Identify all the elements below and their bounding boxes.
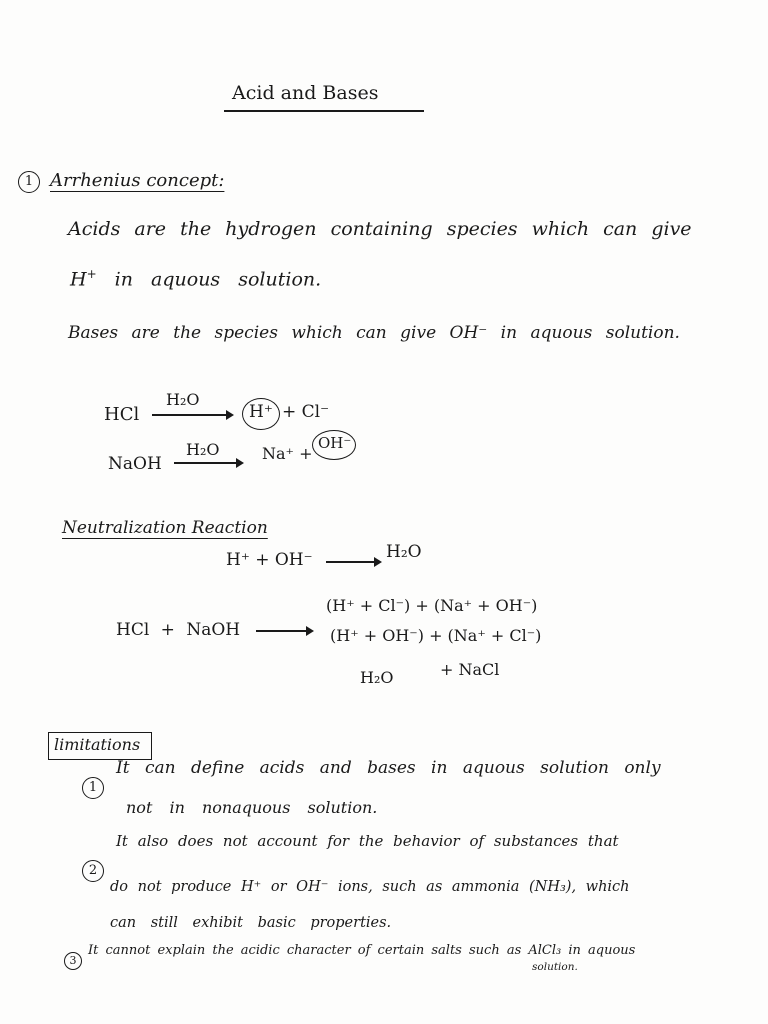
neutralization-eq1-left: H⁺ + OH⁻ bbox=[226, 550, 313, 570]
section-heading-arrhenius: Arrhenius concept: bbox=[50, 170, 225, 191]
section-number-1: 1 bbox=[18, 171, 40, 193]
bases-definition: Bases are the species which can give OH⁻ in aquous solution. bbox=[68, 323, 680, 343]
neutralization-eq2-arrow bbox=[256, 630, 312, 632]
reaction1-reactant: HCl bbox=[104, 404, 140, 425]
reaction2-product-ion: Na⁺ + bbox=[262, 444, 313, 463]
neutralization-eq1-arrow bbox=[326, 561, 380, 563]
limitation-2-line2: do not produce H⁺ or OH⁻ ions, such as ammonia (NH₃), which bbox=[110, 879, 630, 895]
acids-definition-line2 bbox=[70, 268, 321, 289]
acids-line2-text: in aquous solution. bbox=[96, 268, 322, 291]
limitation-1-line1: It can define acids and bases in aquous solution only bbox=[116, 758, 661, 778]
reaction2-product-oh: OH⁻ bbox=[318, 434, 352, 452]
page-title: Acid and Bases bbox=[232, 82, 379, 104]
limitation-number-2: 2 bbox=[82, 860, 104, 882]
reaction1-product-rest: + Cl⁻ bbox=[282, 402, 330, 422]
reaction1-arrow bbox=[152, 414, 232, 416]
neutralization-eq2-right1: (H⁺ + Cl⁻) + (Na⁺ + OH⁻) bbox=[326, 596, 538, 615]
limitation-3-line1: It cannot explain the acidic character of certain salts such as AlCl₃ in aquous bbox=[88, 943, 636, 958]
neutralization-heading: Neutralization Reaction bbox=[62, 518, 268, 538]
limitation-1-line2: not in nonaquous solution. bbox=[126, 798, 378, 817]
reaction2-arrow bbox=[174, 462, 242, 464]
h-ion-symbol: H bbox=[70, 268, 87, 291]
acids-definition-line1: Acids are the hydrogen containing species which can give bbox=[68, 218, 692, 240]
neutralization-eq2-right2: (H⁺ + OH⁻) + (Na⁺ + Cl⁻) bbox=[330, 626, 542, 645]
title-underline bbox=[224, 110, 424, 112]
neutralization-eq2-left: HCl + NaOH bbox=[116, 620, 241, 640]
reaction1-product-ion: H⁺ bbox=[249, 402, 273, 422]
limitation-number-1: 1 bbox=[82, 777, 104, 799]
neutralization-eq2-right3a: H₂O bbox=[360, 668, 394, 687]
limitation-2-line1: It also does not account for the behavior of substances that bbox=[116, 832, 619, 850]
reaction2-solvent: H₂O bbox=[186, 440, 220, 459]
reaction1-solvent: H₂O bbox=[166, 390, 200, 409]
neutralization-eq1-right: H₂O bbox=[386, 542, 422, 562]
limitation-3-line2: solution. bbox=[532, 961, 578, 973]
h-ion-charge: + bbox=[86, 267, 97, 281]
limitation-number-3: 3 bbox=[64, 952, 82, 970]
limitations-heading: limitations bbox=[54, 735, 141, 754]
limitation-2-line3: can still exhibit basic properties. bbox=[110, 915, 392, 931]
neutralization-eq2-right3b: + NaCl bbox=[440, 660, 500, 679]
reaction2-reactant: NaOH bbox=[108, 454, 162, 474]
